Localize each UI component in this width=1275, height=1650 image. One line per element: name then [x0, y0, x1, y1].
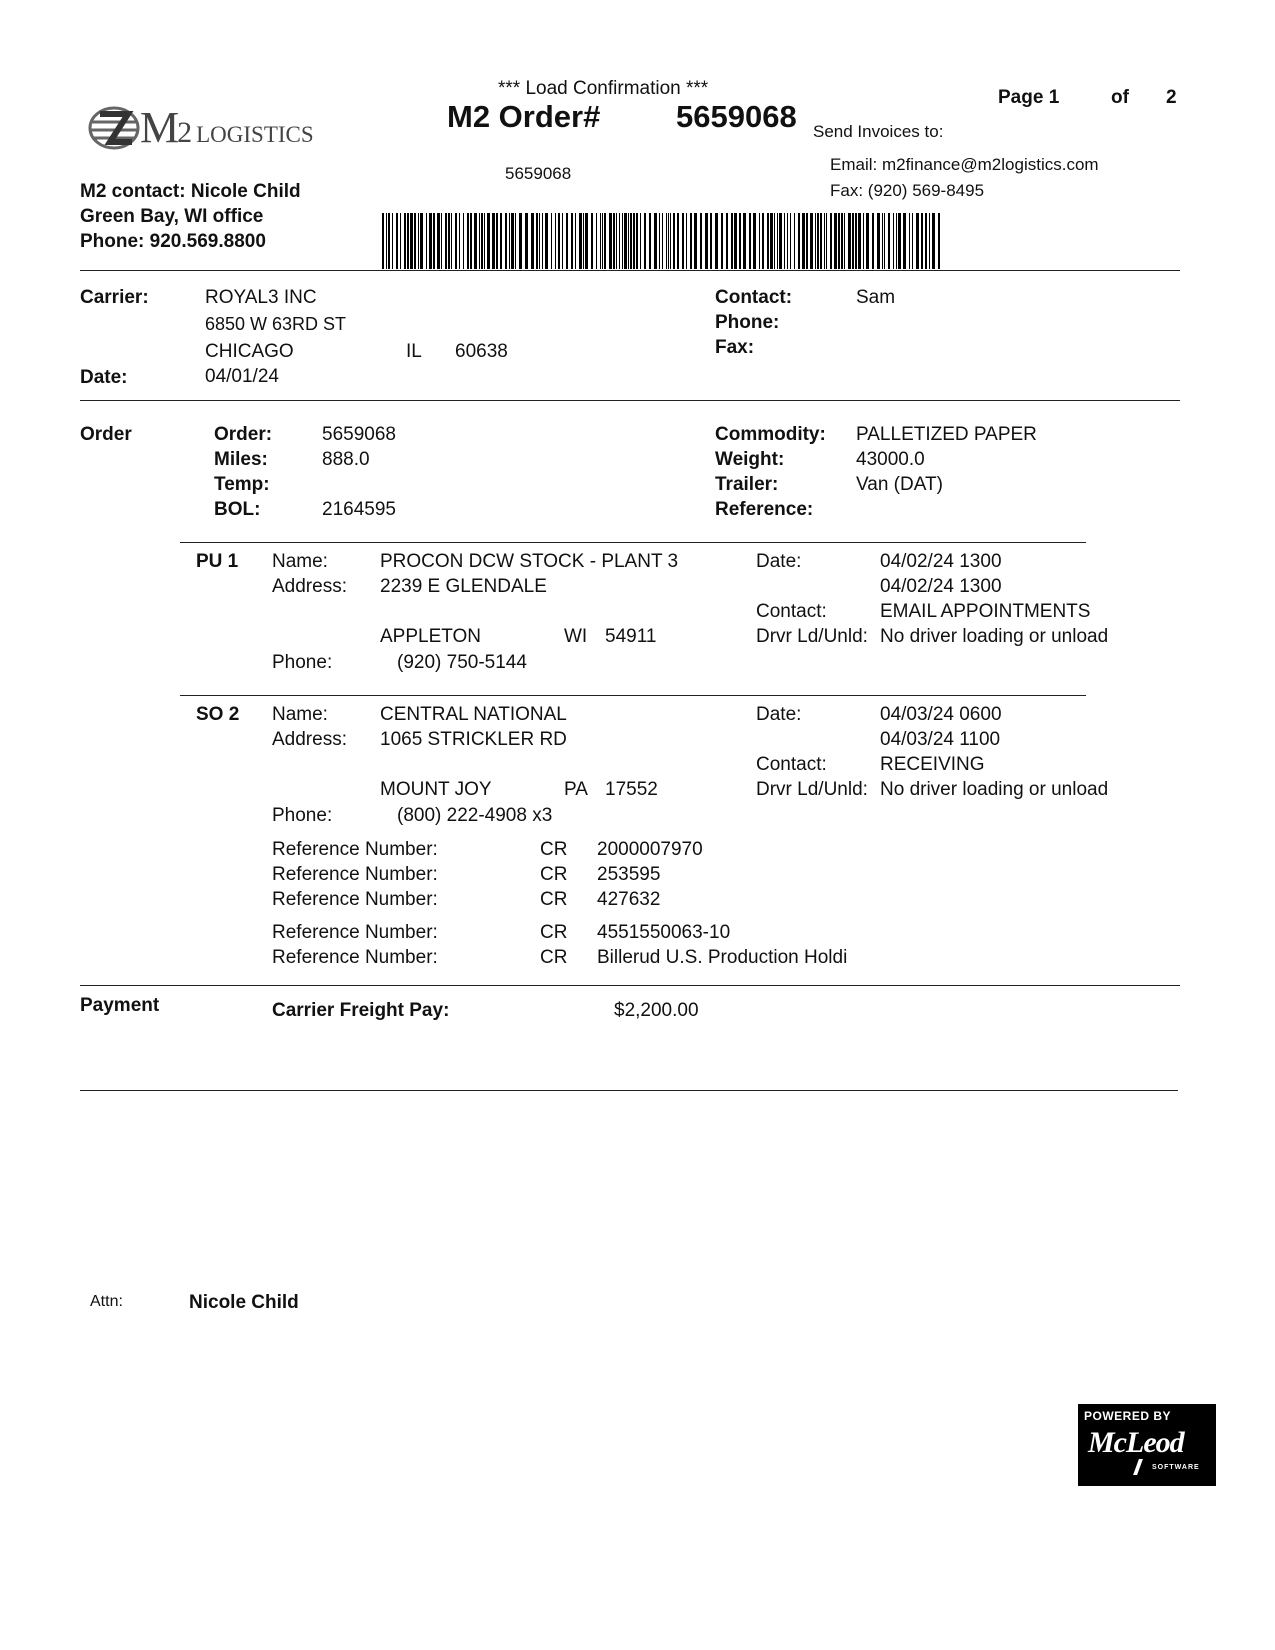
barcode-bar — [659, 213, 660, 269]
barcode-bar — [715, 213, 718, 269]
barcode-bar — [721, 213, 723, 269]
barcode-bar — [893, 213, 894, 269]
stop-name: PROCON DCW STOCK - PLANT 3 — [380, 551, 679, 572]
stop-code: SO 2 — [196, 704, 240, 725]
stop-state: PA — [564, 779, 588, 800]
barcode-bar — [633, 213, 635, 269]
barcode-bar — [759, 213, 760, 269]
barcode-bar — [649, 213, 651, 269]
barcode-bar — [509, 213, 510, 269]
barcode-bar — [602, 213, 603, 269]
barcode-bar — [787, 213, 788, 269]
logo-two: 2 — [177, 116, 193, 149]
ref-value: 253595 — [597, 864, 661, 885]
barcode-bar — [790, 213, 791, 269]
barcode-bar — [404, 213, 406, 269]
ref-label: Reference Number: — [272, 839, 438, 860]
attn-name: Nicole Child — [189, 1292, 299, 1313]
bol-value: 2164595 — [322, 499, 396, 520]
barcode-bar — [410, 213, 413, 269]
barcode — [382, 213, 946, 269]
bol-label: BOL: — [214, 499, 261, 520]
logo-name: LOGISTICS — [196, 122, 314, 147]
barcode-bar — [562, 213, 563, 269]
barcode-bar — [536, 213, 538, 269]
barcode-bar — [925, 213, 927, 269]
barcode-bar — [392, 213, 393, 269]
stop-drvr-label: Drvr Ld/Unld: — [756, 626, 868, 647]
barcode-bar — [441, 213, 442, 269]
barcode-bar — [396, 213, 398, 269]
barcode-bar — [912, 213, 913, 269]
stop-divider — [180, 542, 1086, 543]
barcode-bar — [749, 213, 751, 269]
barcode-bar — [487, 213, 490, 269]
ref-value: Billerud U.S. Production Holdi — [597, 947, 848, 968]
barcode-bar — [817, 213, 819, 269]
barcode-bar — [841, 213, 843, 269]
barcode-bar — [445, 213, 447, 269]
barcode-bar — [802, 213, 805, 269]
barcode-bar — [806, 213, 808, 269]
barcode-bar — [855, 213, 857, 269]
stop-date-end: 04/02/24 1300 — [880, 576, 1002, 597]
freight-pay-label: Carrier Freight Pay: — [272, 1000, 450, 1021]
divider — [80, 270, 1180, 271]
barcode-bar — [616, 213, 617, 269]
barcode-bar — [938, 213, 940, 269]
badge-brand-text: McLeod — [1088, 1426, 1184, 1459]
barcode-bar — [437, 213, 440, 269]
barcode-bar — [670, 213, 671, 269]
barcode-bar — [474, 213, 477, 269]
barcode-bar — [531, 213, 534, 269]
barcode-bar — [784, 213, 785, 269]
order-number: 5659068 — [676, 99, 797, 134]
barcode-bar — [909, 213, 910, 269]
commodity-value: PALLETIZED PAPER — [856, 424, 1037, 445]
barcode-bar — [420, 213, 423, 269]
barcode-bar — [882, 213, 883, 269]
stop-phone-label: Phone: — [272, 805, 333, 826]
ref-value: 4551550063-10 — [597, 922, 731, 943]
divider — [80, 1090, 1178, 1091]
trailer-label: Trailer: — [715, 474, 779, 495]
barcode-bar — [690, 213, 692, 269]
m2-contact-office: Green Bay, WI office — [80, 206, 264, 227]
barcode-bar — [484, 213, 485, 269]
stop-date-end: 04/03/24 1100 — [880, 729, 1001, 750]
barcode-bar — [500, 213, 502, 269]
barcode-bar — [932, 213, 935, 269]
logo-m: M — [140, 103, 178, 152]
barcode-bar — [613, 213, 615, 269]
stop-state: WI — [564, 626, 588, 647]
barcode-bar — [539, 213, 540, 269]
stop-name-label: Name: — [272, 704, 328, 725]
stop-zip: 17552 — [605, 779, 658, 800]
barcode-bar — [896, 213, 897, 269]
weight-value: 43000.0 — [856, 449, 925, 470]
stop-phone: (920) 750-5144 — [397, 652, 527, 673]
stop-address-label: Address: — [272, 729, 347, 750]
ref-label: Reference Number: — [272, 889, 438, 910]
carrier-contact: Sam — [856, 287, 896, 308]
temp-label: Temp: — [214, 474, 270, 495]
stop-phone: (800) 222-4908 x3 — [397, 805, 553, 826]
page-of-label: of — [1111, 87, 1129, 108]
barcode-bar — [386, 213, 387, 269]
stop-contact: EMAIL APPOINTMENTS — [880, 601, 1091, 622]
stop-address: 1065 STRICKLER RD — [380, 729, 567, 750]
barcode-bar — [566, 213, 568, 269]
order-section-label: Order — [80, 424, 132, 445]
barcode-bar — [505, 213, 507, 269]
barcode-bar — [551, 213, 552, 269]
barcode-bar — [481, 213, 483, 269]
order-field-label: Order: — [214, 424, 273, 445]
stop-contact: RECEIVING — [880, 754, 985, 775]
barcode-bar — [705, 213, 708, 269]
barcode-bar — [903, 213, 906, 269]
barcode-bar — [726, 213, 728, 269]
barcode-bar — [591, 213, 593, 269]
barcode-bar — [542, 213, 543, 269]
barcode-bar — [743, 213, 746, 269]
ref-type: CR — [540, 839, 568, 860]
badge-top-text: POWERED BY — [1084, 1409, 1172, 1423]
barcode-bar — [826, 213, 827, 269]
barcode-bar — [734, 213, 737, 269]
carrier-street: 6850 W 63RD ST — [205, 314, 347, 334]
barcode-bar — [921, 213, 923, 269]
barcode-bar — [579, 213, 582, 269]
barcode-bar — [662, 213, 663, 269]
barcode-bar — [426, 213, 427, 269]
barcode-bar — [400, 213, 401, 269]
send-invoices-label: Send Invoices to: — [813, 122, 944, 141]
stop-name: CENTRAL NATIONAL — [380, 704, 567, 725]
divider — [80, 985, 1180, 986]
stop-name-label: Name: — [272, 551, 328, 572]
stop-code: PU 1 — [196, 551, 239, 572]
barcode-bar — [640, 213, 641, 269]
miles-value: 888.0 — [322, 449, 370, 470]
barcode-bar — [677, 213, 679, 269]
trailer-value: Van (DAT) — [856, 474, 943, 495]
page-total: 2 — [1166, 87, 1177, 108]
barcode-bar — [463, 213, 464, 269]
stop-date-label: Date: — [756, 704, 802, 725]
stop-city: MOUNT JOY — [380, 779, 492, 800]
barcode-bar — [451, 213, 452, 269]
invoice-email: Email: m2finance@m2logistics.com — [830, 155, 1099, 174]
barcode-bar — [511, 213, 514, 269]
barcode-bar — [798, 213, 800, 269]
barcode-bar — [571, 213, 573, 269]
commodity-label: Commodity: — [715, 424, 826, 445]
barcode-bar — [815, 213, 816, 269]
carrier-city: CHICAGO — [205, 341, 294, 362]
mcleod-powered-by-badge — [1078, 1404, 1216, 1486]
stop-divider — [180, 695, 1086, 696]
badge-slash-mark — [1133, 1459, 1143, 1475]
barcode-bar — [654, 213, 657, 269]
barcode-bar — [448, 213, 450, 269]
barcode-bar — [774, 213, 775, 269]
weight-label: Weight: — [715, 449, 785, 470]
barcode-bar — [762, 213, 764, 269]
divider — [80, 400, 1180, 401]
barcode-bar — [555, 213, 556, 269]
barcode-bar — [604, 213, 606, 269]
barcode-bar — [824, 213, 825, 269]
barcode-bar — [753, 213, 756, 269]
ref-type: CR — [540, 947, 568, 968]
barcode-bar — [545, 213, 548, 269]
stop-city: APPLETON — [380, 626, 482, 647]
barcode-bar — [682, 213, 684, 269]
barcode-bar — [863, 213, 864, 269]
barcode-bar — [492, 213, 495, 269]
date-label: Date: — [80, 367, 128, 388]
barcode-bar — [630, 213, 632, 269]
barcode-bar — [388, 213, 390, 269]
page-label: Page 1 — [998, 87, 1060, 108]
invoice-fax: Fax: (920) 569-8495 — [830, 181, 985, 200]
payment-section-label: Payment — [80, 995, 160, 1016]
barcode-bar — [898, 213, 901, 269]
barcode-bar — [644, 213, 646, 269]
barcode-bar — [834, 213, 837, 269]
barcode-bar — [622, 213, 623, 269]
barcode-bar — [519, 213, 522, 269]
ref-value: 427632 — [597, 889, 661, 910]
barcode-bar — [848, 213, 851, 269]
barcode-bar — [731, 213, 733, 269]
ref-value: 2000007970 — [597, 839, 703, 860]
barcode-bar — [575, 213, 576, 269]
barcode-bar — [414, 213, 416, 269]
stop-date-label: Date: — [756, 551, 802, 572]
barcode-bar — [866, 213, 869, 269]
carrier-zip: 60638 — [455, 341, 508, 362]
barcode-bar — [668, 213, 669, 269]
barcode-bar — [636, 213, 638, 269]
barcode-bar — [810, 213, 813, 269]
barcode-bar — [770, 213, 773, 269]
barcode-bar — [433, 213, 435, 269]
barcode-bar — [820, 213, 822, 269]
barcode-text: 5659068 — [505, 164, 572, 183]
barcode-bar — [872, 213, 874, 269]
stop-drvr: No driver loading or unload — [880, 626, 1109, 647]
barcode-bar — [596, 213, 597, 269]
stop-contact-label: Contact: — [756, 754, 827, 775]
document-title: *** Load Confirmation *** — [498, 78, 709, 99]
miles-label: Miles: — [214, 449, 268, 470]
barcode-bar — [852, 213, 854, 269]
ref-label: Reference Number: — [272, 922, 438, 943]
barcode-bar — [916, 213, 919, 269]
freight-pay-value: $2,200.00 — [614, 1000, 699, 1021]
barcode-bar — [767, 213, 769, 269]
barcode-bar — [830, 213, 832, 269]
barcode-bar — [884, 213, 885, 269]
barcode-bar — [694, 213, 697, 269]
barcode-bar — [710, 213, 712, 269]
m2-contact-name: M2 contact: Nicole Child — [80, 181, 301, 202]
carrier-state: IL — [406, 341, 422, 362]
m2-contact-phone: Phone: 920.569.8800 — [80, 231, 266, 252]
carrier-date: 04/01/24 — [205, 366, 279, 387]
barcode-bar — [619, 213, 620, 269]
stop-date-start: 04/03/24 0600 — [880, 704, 1002, 725]
carrier-label: Carrier: — [80, 287, 149, 308]
carrier-contact-label: Contact: — [715, 287, 793, 308]
barcode-bar — [686, 213, 687, 269]
stop-address: 2239 E GLENDALE — [380, 576, 547, 597]
barcode-bar — [407, 213, 409, 269]
barcode-bar — [877, 213, 880, 269]
stop-phone-label: Phone: — [272, 652, 333, 673]
barcode-bar — [558, 213, 560, 269]
barcode-bar — [455, 213, 457, 269]
stop-date-start: 04/02/24 1300 — [880, 551, 1002, 572]
ref-type: CR — [540, 922, 568, 943]
carrier-name: ROYAL3 INC — [205, 287, 317, 308]
barcode-bar — [600, 213, 601, 269]
badge-bottom-text: SOFTWARE — [1152, 1464, 1200, 1471]
barcode-bar — [628, 213, 629, 269]
barcode-bar — [779, 213, 782, 269]
barcode-bar — [673, 213, 675, 269]
carrier-phone-label: Phone: — [715, 312, 780, 333]
barcode-bar — [794, 213, 795, 269]
barcode-bar — [470, 213, 472, 269]
barcode-bar — [515, 213, 516, 269]
barcode-bar — [624, 213, 627, 269]
ref-type: CR — [540, 864, 568, 885]
barcode-bar — [929, 213, 930, 269]
reference-label: Reference: — [715, 499, 814, 520]
stop-contact-label: Contact: — [756, 601, 827, 622]
barcode-bar — [739, 213, 741, 269]
barcode-bar — [777, 213, 778, 269]
ref-label: Reference Number: — [272, 864, 438, 885]
barcode-bar — [585, 213, 588, 269]
carrier-fax-label: Fax: — [715, 337, 755, 358]
barcode-bar — [382, 213, 384, 269]
barcode-bar — [666, 213, 667, 269]
barcode-bar — [496, 213, 498, 269]
order-value: 5659068 — [322, 424, 396, 445]
barcode-bar — [429, 213, 432, 269]
barcode-bar — [700, 213, 702, 269]
barcode-bar — [467, 213, 469, 269]
order-label: M2 Order# — [447, 99, 601, 134]
ref-type: CR — [540, 889, 568, 910]
stop-drvr: No driver loading or unload — [880, 779, 1109, 800]
attn-label: Attn: — [90, 1293, 123, 1310]
barcode-bar — [479, 213, 480, 269]
barcode-bar — [888, 213, 890, 269]
stop-zip: 54911 — [605, 626, 657, 647]
m2-logo — [140, 102, 314, 153]
barcode-bar — [418, 213, 419, 269]
stop-drvr-label: Drvr Ld/Unld: — [756, 779, 868, 800]
stop-address-label: Address: — [272, 576, 347, 597]
barcode-bar — [583, 213, 584, 269]
barcode-bar — [609, 213, 612, 269]
m2-logo-globe-icon — [86, 104, 144, 152]
barcode-bar — [838, 213, 840, 269]
barcode-bar — [844, 213, 845, 269]
barcode-bar — [525, 213, 528, 269]
barcode-bar — [459, 213, 460, 269]
barcode-bar — [858, 213, 861, 269]
ref-label: Reference Number: — [272, 947, 438, 968]
